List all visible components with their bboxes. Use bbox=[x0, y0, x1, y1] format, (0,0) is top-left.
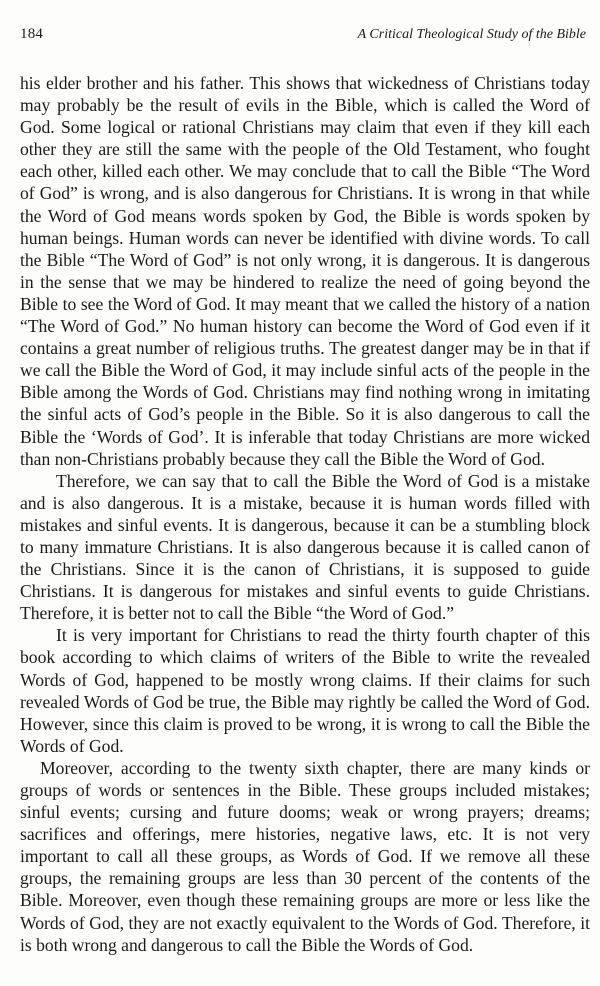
body-text bbox=[20, 72, 590, 956]
paragraph-3: It is very important for Christians to read the thirty fourth chapter of this book according to which claims of writers of the Bible to write the revealed Words of God, happened to be mostly wrong claims. If their claims for such revealed Words of God be true, the Bible may rightly be called the Word of God. However, since this claim is proved to be wrong, it is wrong to call the Bible the Words of God. bbox=[20, 625, 590, 756]
paragraph-1: his elder brother and his father. This shows that wickedness of Christians today may probably be the result of evils in the Bible, which is called the Word of God. Some logical or rational Christians may claim that even if they kill each other they are still the same with the people of the Old Testament, who fought each other, killed each other. We may conclude that to call the Bible “The Word of God” is wrong, and is also dangerous for Christians. It is wrong in that while the Word of God means words spoken by God, the Bible is words spoken by human beings. Human words can never be identified with divine words. To call the Bible “The Word of God” is not only wrong, it is dangerous. It is dangerous in the sense that we may be hindered to realize the need of going beyond the Bible to see the Word of God. It may meant that we called the history of a nation “The Word of God.” No human history can become the Word of God even if it contains a great number of religious truths. The greatest danger may be in that if we call the Bible the Word of God, it may include sinful acts of the people in the Bible among the Words of God. Christians may find nothing wrong in imitating the sinful acts of God’s people in the Bible. So it is also dangerous to call the Bible the ‘Words of God’. It is inferable that today Christians are more wicked than non-Christians probably because they call the Bible the Word of God. bbox=[20, 73, 590, 469]
paragraph-2: Therefore, we can say that to call the Bible the Word of God is a mistake and is also dangerous. It is a mistake, because it is human words filled with mistakes and sinful events. It is dangerous, because it can be a stumbling block to many immature Christians. It is also dangerous because it is called canon of the Christians. Since it is the canon of Christians, it is supposed to guide Christians. It is dangerous for mistakes and sinful events to guide Christians. Therefore, it is better not to call the Bible “the Word of God.” bbox=[20, 470, 590, 624]
paragraph-4: Moreover, according to the twenty sixth chapter, there are many kinds or groups of words or sentences in the Bible. These groups included mistakes; sinful events; cursing and future dooms; weak or wrong prayers; dreams; sacrifices and offerings, mere histories, negative laws, etc. It is not very important to call all these groups, as Words of God. If we remove all these groups, the remaining groups are less than 30 percent of the contents of the Bible. Moreover, even though these remaining groups are more or less like the Words of God, they are not exactly equivalent to the Words of God. Therefore, it is both wrong and dangerous to call the Bible the Words of God. bbox=[20, 757, 590, 955]
running-title: A Critical Theological Study of the Bible bbox=[357, 27, 586, 42]
page-header bbox=[20, 26, 586, 50]
page-number: 184 bbox=[20, 26, 44, 42]
